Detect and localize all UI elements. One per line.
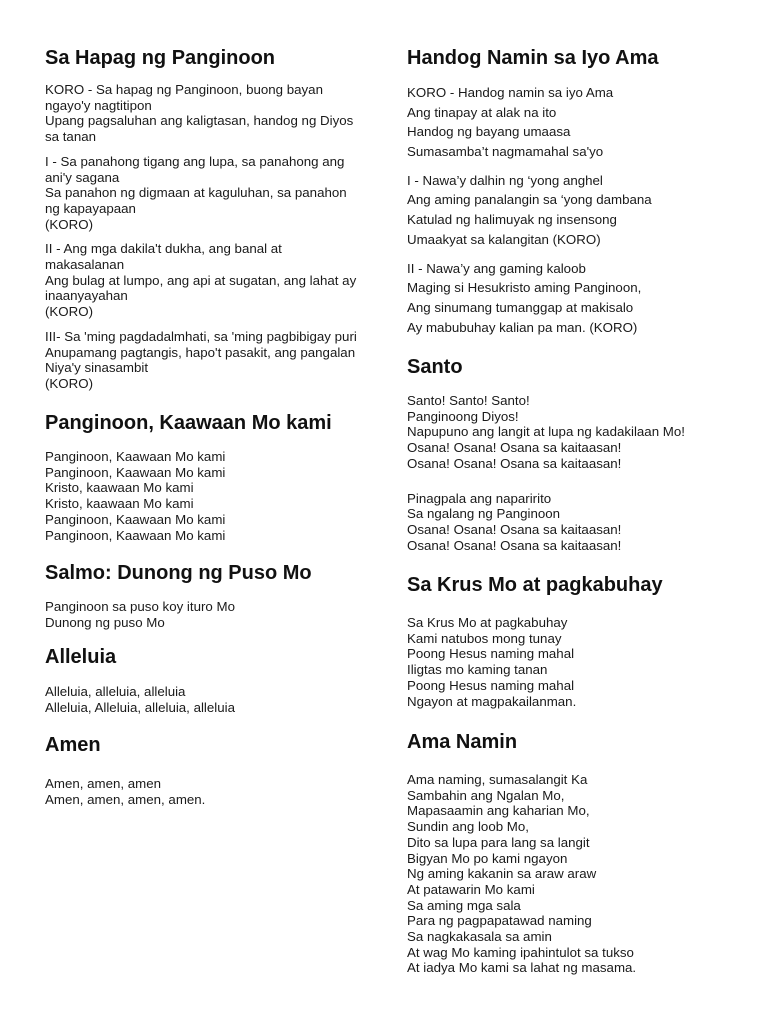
lyrics-paragraph	[407, 393, 737, 472]
lyric-line: Kami natubos mong tunay	[407, 630, 562, 646]
song-title: Sa Krus Mo at pagkabuhay	[407, 574, 663, 596]
lyric-line: Ang tinapay at alak na ito	[407, 104, 557, 120]
lyric-line: Panginoon, Kaawaan Mo kami	[45, 527, 226, 543]
lyric-line: At wag Mo kaming ipahintulot sa tukso	[407, 944, 634, 960]
song-title: Amen	[45, 734, 101, 756]
song-lyrics	[45, 776, 363, 807]
lyrics-paragraph	[407, 772, 737, 976]
lyrics-paragraph	[45, 329, 363, 392]
lyric-line: Alleluia, alleluia, alleluia	[45, 684, 186, 699]
song-title: Ama Namin	[407, 731, 518, 753]
lyric-line: Iligtas mo kaming tanan	[407, 662, 548, 678]
song-title: Salmo: Dunong ng Puso Mo	[45, 562, 312, 584]
lyric-line: Dito sa lupa para lang sa langit	[407, 834, 590, 850]
lyric-line: Ay mabubuhay kalian pa man. (KORO)	[407, 319, 638, 335]
song-salmo	[45, 561, 363, 630]
song-krus	[407, 573, 737, 709]
lyric-line: At iadya Mo kami sa lahat ng masama.	[407, 960, 637, 976]
song-lyrics	[407, 393, 737, 553]
lyric-line: ngayo'y nagtitipon	[45, 97, 152, 113]
lyric-line: Anupamang pagtangis, hapo't pasakit, ang pangalan	[45, 344, 356, 360]
song-ama-namin	[407, 730, 737, 976]
lyric-line: Poong Hesus naming mahal	[407, 646, 575, 662]
lyric-line: Panginoon sa puso koy ituro Mo	[45, 599, 235, 614]
lyric-line: Sa nagkakasala sa amin	[407, 929, 552, 945]
lyric-line: Kristo, kaawaan Mo kami	[45, 496, 194, 512]
song-lyrics	[45, 684, 363, 715]
song-title: Panginoon, Kaawaan Mo kami	[45, 412, 332, 434]
lyrics-paragraph	[407, 171, 737, 249]
lyric-line: At patawarin Mo kami	[407, 881, 535, 897]
lyric-line: (KORO)	[45, 304, 94, 320]
lyric-line: Sundin ang loob Mo,	[407, 819, 529, 835]
lyric-line: Mapasaamin ang kaharian Mo,	[407, 803, 590, 819]
lyric-line: ani'y sagana	[45, 169, 120, 185]
lyric-line: KORO - Handog namin sa iyo Ama	[407, 85, 614, 100]
song-kaawaan	[45, 411, 363, 543]
lyric-line: Panginoon, Kaawaan Mo kami	[45, 449, 226, 464]
lyric-line: Bigyan Mo po kami ngayon	[407, 850, 568, 866]
song-handog	[407, 46, 737, 335]
lyrics-paragraph	[45, 154, 363, 233]
lyric-line: Pinagpala ang naparirito	[407, 490, 552, 506]
lyric-line: Osana! Osana! Osana sa kaitaasan!	[407, 521, 622, 537]
lyric-line: Ng aming kakanin sa araw araw	[407, 866, 597, 882]
lyric-line: Santo! Santo! Santo!	[407, 393, 530, 408]
lyric-line: Handog ng bayang umaasa	[407, 124, 571, 140]
lyric-line: Poong Hesus naming mahal	[407, 677, 575, 693]
lyric-line: (KORO)	[45, 216, 94, 232]
song-lyrics	[45, 599, 363, 630]
lyrics-paragraph	[407, 491, 737, 554]
song-title: Sa Hapag ng Panginoon	[45, 47, 276, 69]
lyric-line: Sa Krus Mo at pagkabuhay	[407, 615, 568, 630]
song-title: Handog Namin sa Iyo Ama	[407, 47, 659, 69]
lyric-line: (KORO)	[45, 375, 94, 391]
lyric-line: Alleluia, Alleluia, alleluia, alleluia	[45, 699, 235, 715]
lyric-line: Ngayon at magpakailanman.	[407, 693, 577, 709]
lyric-line: Upang pagsaluhan ang kaligtasan, handog ng Diyos	[45, 113, 354, 129]
lyrics-paragraph	[407, 259, 737, 337]
lyric-line: makasalanan	[45, 257, 125, 273]
song-santo	[407, 355, 737, 553]
lyric-line: Sambahin ang Ngalan Mo,	[407, 787, 565, 803]
lyrics-paragraph	[45, 599, 363, 630]
lyric-line: Ang aming panalangin sa ‘yong dambana	[407, 192, 652, 208]
lyrics-paragraph	[407, 615, 737, 709]
lyric-line: Maging si Hesukristo aming Panginoon,	[407, 280, 642, 296]
song-amen	[45, 733, 363, 807]
lyric-line: II - Ang mga dakila't dukha, ang banal at	[45, 241, 282, 257]
lyric-line: KORO - Sa hapag ng Panginoon, buong bayan	[45, 82, 323, 97]
lyric-line: Umaakyat sa kalangitan (KORO)	[407, 231, 601, 247]
song-lyrics	[45, 82, 363, 392]
lyric-line: Sa aming mga sala	[407, 897, 521, 913]
lyric-line: I - Nawa’y dalhin ng ‘yong anghel	[407, 172, 603, 188]
lyric-line: Osana! Osana! Osana sa kaitaasan!	[407, 455, 622, 471]
song-title: Santo	[407, 356, 463, 378]
lyric-line: II - Nawa’y ang gaming kaloob	[407, 260, 586, 276]
lyric-line: Sa panahon ng digmaan at kaguluhan, sa panahon	[45, 185, 347, 201]
lyrics-paragraph	[45, 82, 363, 145]
lyric-line: I - Sa panahong tigang ang lupa, sa panahong ang	[45, 153, 345, 169]
lyrics-paragraph	[45, 776, 363, 807]
lyric-line: inaanyayahan	[45, 288, 128, 304]
lyric-line: ng kapayapaan	[45, 200, 136, 216]
lyric-line: Niya'y sinasambit	[45, 360, 149, 376]
song-title: Alleluia	[45, 646, 117, 668]
lyric-line: III- Sa 'ming pagdadalmhati, sa 'ming pagbibigay puri	[45, 328, 357, 344]
lyric-line: Para ng pagpapatawad naming	[407, 913, 592, 929]
lyric-line: Ang sinumang tumanggap at makisalo	[407, 299, 634, 315]
lyric-line: Sumasamba’t nagmamahal sa'yo	[407, 143, 604, 159]
lyric-line: Kristo, kaawaan Mo kami	[45, 480, 194, 496]
song-lyrics	[407, 83, 737, 337]
song-alleluia	[45, 645, 363, 715]
lyric-line: Panginoon, Kaawaan Mo kami	[45, 464, 226, 480]
lyrics-paragraph	[407, 83, 737, 161]
song-lyrics	[407, 772, 737, 976]
lyric-line: Osana! Osana! Osana sa kaitaasan!	[407, 440, 622, 456]
lyrics-paragraph	[45, 684, 363, 715]
lyric-line: Napupuno ang langit at lupa ng kadakilaan Mo!	[407, 424, 685, 440]
lyric-line: Amen, amen, amen, amen.	[45, 791, 206, 807]
lyrics-paragraph	[45, 449, 363, 543]
lyric-line: Ama naming, sumasalangit Ka	[407, 772, 588, 787]
lyric-line: Ang bulag at lumpo, ang api at sugatan, ang lahat ay	[45, 272, 357, 288]
lyrics-paragraph	[45, 241, 363, 320]
lyric-line: Panginoong Diyos!	[407, 408, 519, 424]
song-lyrics	[45, 449, 363, 543]
lyric-line: sa tanan	[45, 129, 97, 145]
lyric-line: Katulad ng halimuyak ng insensong	[407, 212, 617, 228]
lyric-line: Sa ngalang ng Panginoon	[407, 506, 561, 522]
lyric-line: Amen, amen, amen	[45, 776, 162, 791]
song-lyrics	[407, 615, 737, 709]
lyric-line: Dunong ng puso Mo	[45, 614, 165, 630]
lyric-line: Panginoon, Kaawaan Mo kami	[45, 511, 226, 527]
song-sa-hapag	[45, 46, 363, 391]
lyric-line: Osana! Osana! Osana sa kaitaasan!	[407, 537, 622, 553]
